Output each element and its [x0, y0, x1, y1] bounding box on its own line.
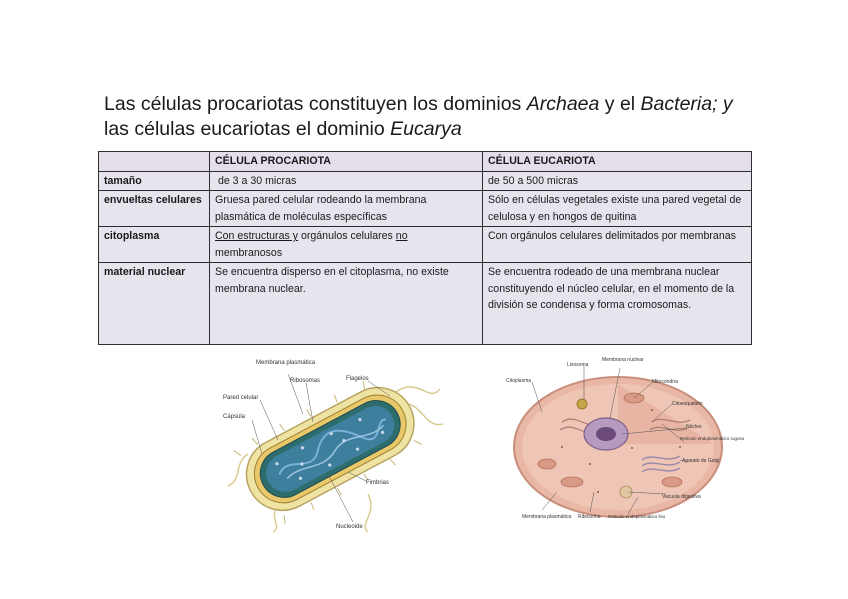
row-label: citoplasma — [99, 227, 210, 263]
table-row — [99, 171, 752, 191]
label-flagelos: Flagelos — [346, 376, 369, 382]
cell-eucariota: Con orgánulos celulares delimitados por membranas — [483, 227, 752, 263]
label-reticulo-rugoso: Retículo endoplasmático rugoso — [680, 436, 745, 441]
title-text-1: Las células procariotas constituyen los dominios — [104, 93, 527, 115]
table-header-row — [99, 152, 752, 172]
label-ribosomas: Ribosomas — [290, 378, 321, 384]
cell-procariota: Gruesa pared celular rodeando la membrana plasmática de moléculas específicas — [210, 191, 483, 227]
cell-text: membranosos — [215, 246, 283, 259]
row-label: tamaño — [99, 171, 210, 191]
cell-text-underlined: Con estructuras y — [215, 230, 299, 242]
cell-eucariota: de 50 a 500 micras — [483, 171, 752, 191]
label-fimbrias: Fimbrias — [366, 480, 390, 486]
cell-procariota — [210, 227, 483, 263]
title-text-2: y el — [599, 93, 641, 115]
label-ribosoma: Ribosoma — [578, 514, 601, 520]
title-bacteria: Bacteria; y — [640, 93, 733, 115]
comparison-table — [98, 151, 752, 345]
cell-eucariota: Sólo en células vegetales existe una pared vegetal de celulosa y en hongos de quitina — [483, 191, 752, 227]
label-membrana: Membrana plasmática — [256, 360, 316, 366]
label-pared: Pared celular — [223, 395, 259, 401]
title-archaea: Archaea — [526, 93, 600, 115]
table-row — [99, 227, 752, 263]
label-membrana-plasmatica: Membrana plasmática — [522, 514, 572, 520]
header-eucariota: CÉLULA EUCARIOTA — [483, 152, 752, 172]
label-mitocondria: Mitocondria — [652, 379, 678, 385]
label-citoplasma: Citoplasma — [506, 378, 532, 384]
cell-procariota: de 3 a 30 micras — [210, 171, 483, 191]
label-nucleoide: Nucleoide — [336, 524, 363, 530]
cell-eucariota: Se encuentra rodeado de una membrana nuclear constituyendo el núcleo celular, en el momento de la división se condensa y forma cromosomas. — [483, 263, 752, 345]
header-empty — [99, 152, 210, 172]
cell-text-underlined: no — [395, 230, 408, 242]
slide-title — [104, 92, 744, 142]
row-label: material nuclear — [99, 263, 210, 345]
label-golgi: Aparato de Golgi — [682, 458, 720, 464]
label-membrana-nuclear: Membrana nuclear — [602, 357, 644, 363]
label-reticulo-liso: Retículo endoplasmático liso — [608, 514, 666, 519]
table-row — [99, 191, 752, 227]
label-capsula: Cápsula — [223, 414, 246, 420]
header-procariota: CÉLULA PROCARIOTA — [210, 152, 483, 172]
label-nucleo: Núcleo — [686, 424, 702, 430]
eukaryote-illustration — [502, 352, 745, 532]
cell-text: orgánulos celulares — [298, 230, 396, 242]
table-row — [99, 263, 752, 345]
title-eucarya: Eucarya — [390, 118, 462, 140]
prokaryote-illustration — [218, 354, 448, 534]
title-text-3: las células eucariotas el dominio — [104, 118, 391, 140]
label-citoesqueleto: Citoesqueleto — [672, 401, 703, 407]
label-lisosoma: Lisosoma — [567, 362, 589, 368]
label-vacuola: Vacuola digestiva — [662, 494, 701, 500]
cell-procariota: Se encuentra disperso en el citoplasma, no existe membrana nuclear. — [210, 263, 483, 345]
row-label: envueltas celulares — [99, 191, 210, 227]
